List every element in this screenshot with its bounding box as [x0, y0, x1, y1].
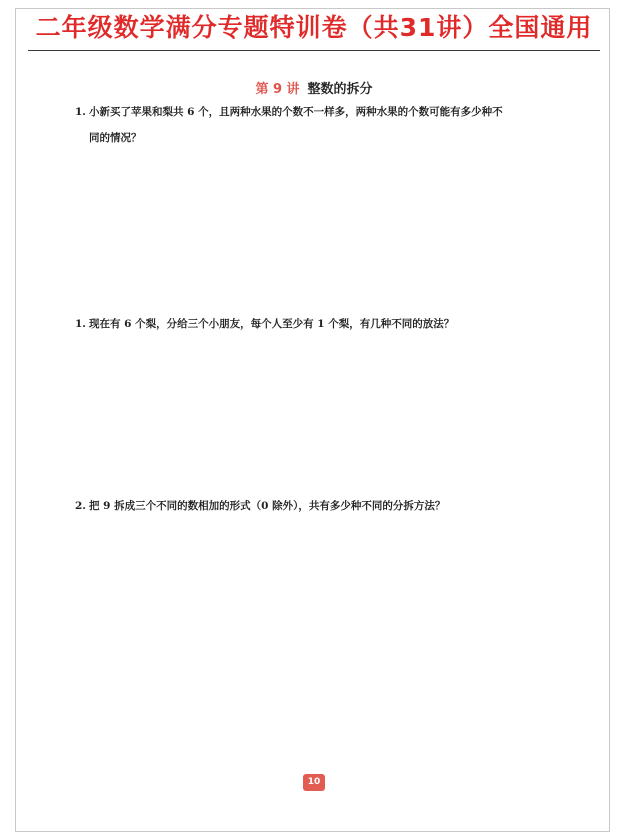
question-line — [75, 99, 560, 125]
question-text: 小新买了苹果和梨共 6 个，且两种水果的个数不一样多，两种水果的个数可能有多少种不 — [89, 106, 503, 118]
question-line — [75, 493, 560, 519]
question-line — [75, 311, 560, 337]
question-number: 1. — [75, 318, 86, 330]
page-number-badge: 10 — [303, 774, 325, 791]
banner-title: 二年级数学满分专题特训卷（共31讲）全国通用 — [35, 13, 593, 42]
lesson-heading — [0, 78, 628, 97]
lesson-topic: 整数的拆分 — [307, 82, 373, 97]
question-item — [75, 493, 560, 519]
question-item — [75, 311, 560, 337]
question-text: 把 9 拆成三个不同的数相加的形式（0 除外），共有多少种不同的分拆方法？ — [89, 500, 446, 512]
question-text: 现在有 6 个梨，分给三个小朋友，每个人至少有 1 个梨，有几种不同的放法？ — [89, 318, 455, 330]
question-text-continued: 同的情况？ — [89, 132, 142, 144]
question-number: 1. — [75, 106, 86, 118]
banner-divider — [28, 50, 600, 51]
lesson-number: 第 9 讲 — [255, 82, 300, 97]
question-item — [75, 99, 560, 151]
question-number: 2. — [75, 500, 86, 512]
